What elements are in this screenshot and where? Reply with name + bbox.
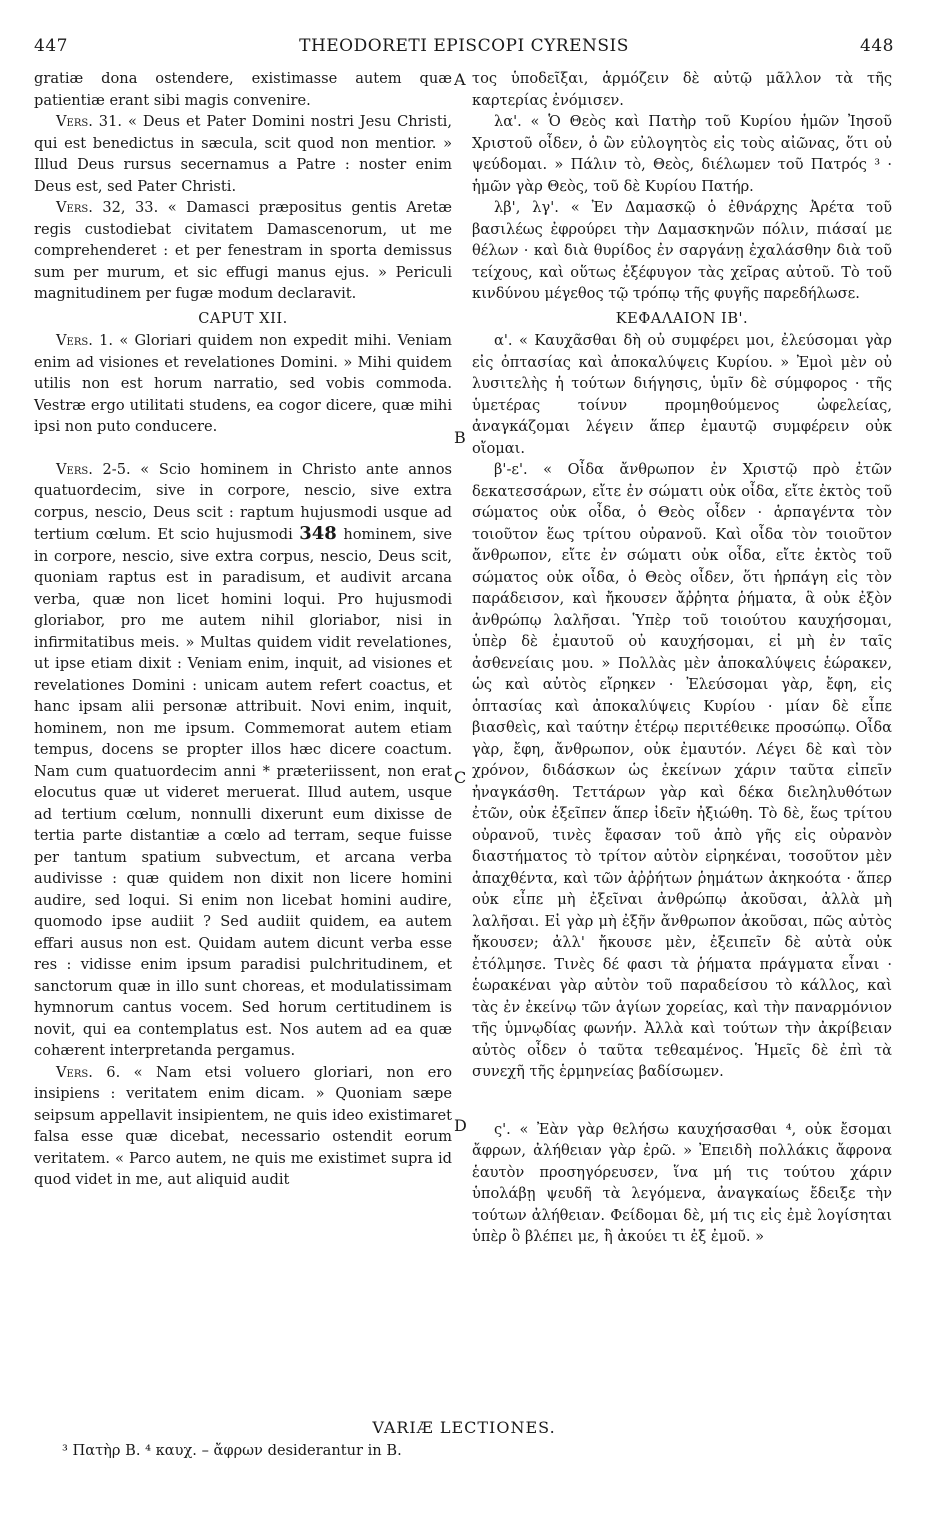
greek-paragraph: β'-ε'. « Οἶδα ἄνθρωπον ἐν Χριστῷ πρὸ ἐτῶν δεκατεσσάρων, εἴτε ἐν σώματι οὐκ οἶδα, εἴτε ἐκτὸς τοῦ σώματος οὐκ οἶδα, ὁ Θεὸς οἶδεν · ἁρπαγέντα τὸν τοιοῦτον ἕως τρίτου οὐρανοῦ. Καὶ οἶδα τὸν τοιοῦτον ἄνθρωπον, εἴτε ἐν σώματι οὐκ οἶδα, εἴτε ἐκτὸς τοῦ σώματος οὐκ οἶδα, ὁ Θεὸς οἶδεν, ὅτι ἡρπάγη εἰς τὸν παράδεισον, καὶ ἤκουσεν ἄῤῥητα ῥήματα, ἃ οὐκ ἐξὸν ἀνθρώπῳ λαλῆσαι. Ὑπὲρ τοῦ τοιούτου καυχήσομαι, ὑπὲρ δὲ ἐμαυτοῦ οὐ καυχήσομαι, εἰ μὴ ἐν ταῖς ἀσθενείαις μου. » Πολλὰς μὲν ἀποκαλύψεις ἑώρακεν, ὡς καὶ αὐτὸς εἴρηκεν · Ἐλεύσομαι γὰρ, ἔφη, εἰς ὀπτασίας καὶ ἀποκαλύψεις Κυρίου · μίαν δὲ εἶπε βιασθεὶς, καὶ ταύτην ἑτέρῳ περιτέθεικε προσώπῳ. Οἶδα γὰρ, ἔφη, ἄνθρωπον, οὐκ ἐμαυτόν. Λέγει δὲ καὶ τὸν χρόνον, διδάσκων ὡς ἐκείνων χάριν ταῦτα εἰπεῖν ἠναγκάσθη. Τεττάρων γὰρ καὶ δέκα διεληλυθότων ἐτῶν, οὐκ ἐξεῖπεν ἅπερ ἰδεῖν ἠξιώθη. Τὸ δὲ, ἕως τρίτου οὐρανοῦ, τινὲς ἔφασαν τοῦ ἀπὸ γῆς εἰς οὐρανὸν διαστήματος τὸ τρίτον αὐτὸν εἰρηκέναι, τοσοῦτον μὲν ἀπαχθέντα, καὶ τῶν ἀῤῥήτων ῥημάτων ἀκηκοότα · ἅπερ οὐκ εἶπε μὴ ἐξεῖναι ἀνθρώπῳ ἀκοῦσαι, ἀλλὰ μὴ λαλῆσαι. Εἰ γὰρ μὴ ἐξῆν ἄνθρωπον ἀκοῦσαι, πῶς αὐτὸς ἤκουσεν; ἀλλ' ἤκουσε μὲν, ἐξειπεῖν δὲ αὐτὰ οὐκ ἐτόλμησε. Τινὲς δέ φασι τὰ ῥήματα πράγματα εἶναι · ἑωρακέναι γὰρ αὐτὸν τοῦ παραδείσου τὸ κάλλος, καὶ τὰς ἐν ἐκείνῳ τῶν ἁγίων χορείας, καὶ τὴν παναρμόνιον τῆς ὑμνῳδίας φωνήν. Ἀλλὰ καὶ τούτων τὴν ἀκρίβειαν αὐτὸς οἶδεν ὁ ταῦτα τεθεαμένος. Ἡμεῖς δὲ ἐπὶ τὰ συνεχῆ τῆς ἑρμηνείας βαδίσωμεν. — [472, 461, 892, 1080]
variae-lectiones-title: VARIÆ LECTIONES. — [372, 1418, 556, 1437]
greek-column — [472, 68, 892, 1248]
margin-letter-a: A — [454, 70, 466, 89]
variant-readings-footnote: ³ Πατὴρ B. ⁴ καυχ. – ἄφρων desiderantur in B. — [62, 1442, 402, 1459]
greek-paragraph: λβ', λγ'. « Ἐν Δαμασκῷ ὁ ἐθνάρχης Ἀρέτα τοῦ βασιλέως ἐφρούρει τὴν Δαμασκηνῶν πόλιν, πιάσαί με θέλων · καὶ διὰ θυρίδος ἐν σαργάνῃ ἐχαλάσθην διὰ τοῦ τείχους, καὶ οὕτως ἐξέφυγον τὰς χεῖρας αὐτοῦ. Τὸ τοῦ κινδύνου μέγεθος τῷ τρόπῳ τῆς φυγῆς παρεδήλωσε. — [472, 199, 892, 302]
latin-paragraph: Vers. 6. « Nam etsi voluero gloriari, non ero insipiens : veritatem enim dicam. » Quoniam sæpe seipsum appellavit insipientem, ne quis ideo existimaret falsa esse quæ dicebat, necessario ostendit eorum veritatem. « Parco autem, ne quis me existimet supra id quod videt in me, aut aliquid audit — [34, 1063, 453, 1188]
greek-paragraph: α'. « Καυχᾶσθαι δὴ οὐ συμφέρει μοι, ἐλεύσομαι γὰρ εἰς ὀπτασίας καὶ ἀποκαλύψεις Κυρίου. » Ἐμοὶ μὲν οὐ λυσιτελὴς ἡ τούτων διήγησις, ὑμῖν δὲ σύμφορος · τῆς ὑμετέρας τοίνυν προμηθούμενος ὠφελείας, ἀναγκάζομαι λέγειν ἅπερ ἐμαυτῷ συμφέρειν οὐκ οἴομαι. — [472, 332, 892, 457]
latin-paragraph: gratiæ dona ostendere, existimasse autem quæ patientiæ erant sibi magis convenire. — [34, 70, 452, 109]
latin-paragraph: Vers. 1. « Gloriari quidem non expedit mihi. Veniam enim ad visiones et revelationes Domini. » Mihi quidem utilis non est horum narratio, sed vobis commoda. Vestræ ergo utilitati studens, ea cogor dicere, quæ mihi ipsi non puto conducere. — [34, 332, 453, 435]
page-number-left: 447 — [34, 36, 68, 56]
verse-label: Vers. 1. — [56, 332, 114, 349]
margin-letter-b: B — [454, 428, 466, 447]
latin-paragraph: Vers. 31. « Deus et Pater Domini nostri Jesu Christi, qui est benedictus in sæcula, scit quod non mentior. » Illud Deus rursus secernamus a Patre : noster enim Deus est, sed Pater Christi. — [34, 113, 452, 195]
chapter-heading-latin: CAPUT XII. — [198, 309, 288, 327]
margin-letter-d: D — [454, 1116, 467, 1135]
greek-paragraph: ς'. « Ἐὰν γὰρ θελήσω καυχήσασθαι ⁴, οὐκ ἔσομαι ἄφρων, ἀλήθειαν γὰρ ἐρῶ. » Ἐπειδὴ πολλάκις ἄφρονα ἑαυτὸν προσηγόρευσεν, ἵνα μή τις τούτου χάριν ὑπολάβῃ ψευδῆ τὰ λεγόμενα, ἀναγκαίως ἔδειξε τὴν τούτων ἀλήθειαν. Φείδομαι δὲ, μή τις εἰς ἐμὲ λογίσηται ὑπὲρ ὃ βλέπει με, ἢ ἀκούει τι ἐξ ἐμοῦ. » — [472, 1120, 892, 1245]
verse-label: Vers. 2-5. — [56, 460, 131, 478]
greek-paragraph: τος ὑποδεῖξαι, ἁρμόζειν δὲ αὐτῷ μᾶλλον τὰ τῆς καρτερίας ἐνόμισεν. — [472, 70, 892, 109]
verse-label: Vers. 31. — [56, 113, 123, 130]
latin-column — [34, 68, 452, 1191]
margin-letter-c: C — [454, 768, 467, 787]
verse-label: Vers. 6. — [56, 1063, 121, 1081]
running-title: THEODORETI EPISCOPI CYRENSIS — [299, 36, 629, 56]
verse-label: Vers. 32, 33. — [56, 199, 159, 216]
page-header — [34, 36, 894, 64]
greek-paragraph: λα'. « Ὁ Θεὸς καὶ Πατὴρ τοῦ Κυρίου ἡμῶν Ἰησοῦ Χριστοῦ οἶδεν, ὁ ὢν εὐλογητὸς εἰς τοὺς αἰῶνας, ὅτι οὐ ψεύδομαι. » Πάλιν τὸ, Θεὸς, διέλωμεν τοῦ Πατρός ³ · ἡμῶν γὰρ Θεὸς, τοῦ δὲ Κυρίου Πατήρ. — [472, 113, 892, 195]
column-number: 348 — [299, 523, 337, 544]
latin-paragraph: Vers. 32, 33. « Damasci præpositus gentis Aretæ regis custodiebat civitatem Damascenorum, ut me comprehenderet : et per fenestram in sporta demissus sum per murum, et sic effugi manus ejus. » Periculi magnitudinem per fugæ modum declaravit. — [34, 199, 452, 302]
page-number-right: 448 — [860, 36, 894, 56]
chapter-heading-greek: ΚΕΦΑΛΑΙΟΝ ΙΒ'. — [615, 309, 749, 327]
latin-paragraph: Vers. 2-5. « Scio hominem in Christo ante annos quatuordecim, sive in corpore, nescio, sive extra corpus, nescio, Deus scit : raptum hujusmodi usque ad tertium cœlum. Et scio hujusmodi 348 hominem, sive in corpore, nescio, sive extra corpus, nescio, Deus scit, quoniam raptus est in paradisum, et audivit arcana verba, quæ non licet homini loqui. Pro hujusmodi gloriabor, pro me autem nihil gloriabor, nisi in infirmitatibus meis. » Multas quidem vidit revelationes, ut ipse etiam dixit : Veniam enim, inquit, ad visiones et revelationes Domini : unicam autem refert coactus, et hanc ipsam alii personæ attribuit. Novi enim, inquit, hominem, non me ipsum. Commemorat autem etiam tempus, docens se propter illos hæc dicere coactum. Nam cum quatuordecim anni * præteriissent, non erat elocutus quæ ut videret meruerat. Illud autem, usque ad tertium cœlum, nonnulli dixerunt eum dixisse de tertia parte distantiæ a cœlo ad terram, seque fuisse per tantum spatium subvectum, et arcana verba audivisse : quæ quidem non dixit non licere homini audire, sed loqui. Si enim non licebat homini audire, quomodo ipse audiit ? Sed audiit quidem, ea autem effari ausus non est. Quidam autem dicunt verba esse res : vidisse enim ipsum paradisi pulchritudinem, et sanctorum quæ in illo sunt choreas, et modulatissimam hymnorum cantus vocem. Sed horum certitudinem is novit, qui ea contemplatus est. Nos autem ad ea quæ cohærent interpretanda pergamus. — [34, 460, 453, 1059]
